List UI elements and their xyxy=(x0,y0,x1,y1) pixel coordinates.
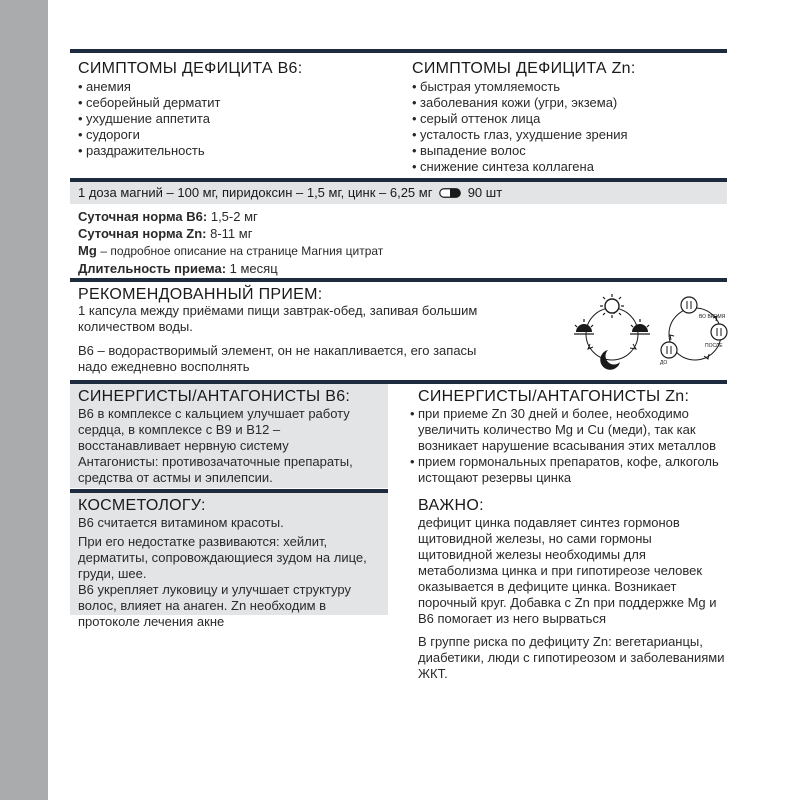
section-rule-top xyxy=(70,49,727,53)
duration-value: 1 месяц xyxy=(229,261,278,276)
cosmetology-text xyxy=(78,515,383,636)
dose-line xyxy=(78,185,502,202)
symptoms-b6-title: СИМПТОМЫ ДЕФИЦИТА B6: xyxy=(78,60,303,77)
synergy-zn-list xyxy=(410,406,730,486)
list-item: • прием гормональных препаратов, кофе, алкоголь истощают резервы цинка xyxy=(410,454,730,486)
list-item: • выпадение волос xyxy=(412,143,628,159)
list-item: • быстрая утомляемость xyxy=(412,79,628,95)
important-title: ВАЖНО: xyxy=(418,497,484,514)
important-p1: дефицит цинка подавляет синтез гормонов щитовидной железы, но сами гормоны щитовидной железы необходимы для метаболизма цинка и при гипотиреозе человек оказывается в дефиците цинка. Возникает порочный круг. Добавка с Zn при поддержке Mg и B6 помогает из него вырваться xyxy=(418,515,717,626)
list-item: • ухудшение аппетита xyxy=(78,111,220,127)
list-item: • усталость глаз, ухудшение зрения xyxy=(412,127,628,143)
list-item: • снижение синтеза коллагена xyxy=(412,159,628,175)
norm-mg-row xyxy=(78,242,383,260)
recommended-p2: B6 – водорастворимый элемент, он не накапливается, его запасы надо ежедневно восполнять xyxy=(78,343,477,374)
recommended-p1: 1 капсула между приёмами пищи завтрак-обед, запивая большим количеством воды. xyxy=(78,303,478,334)
list-item: • судороги xyxy=(78,127,220,143)
meal-label-before: ДО xyxy=(660,360,668,366)
important-text xyxy=(418,515,728,688)
synergy-b6-text xyxy=(78,406,383,492)
cosmetology-p3: B6 укрепляет луковицу и улучшает структуру волос, влияет на анаген. Zn необходим в протоколе лечения акне xyxy=(78,582,351,629)
list-item: • раздражительность xyxy=(78,143,220,159)
norm-b6-row xyxy=(78,208,383,225)
meal-timing-icon xyxy=(655,292,735,374)
norm-mg-value: – подробное описание на странице Магния цитрат xyxy=(100,244,384,258)
synergy-b6-p1: B6 в комплексе с кальцием улучшает работу сердца, в комплексе с B9 и B12 – восстанавливает нервную систему xyxy=(78,406,350,453)
list-item: • себорейный дерматит xyxy=(78,95,220,111)
list-item: • анемия xyxy=(78,79,220,95)
duration-label: Длительность приема: xyxy=(78,261,227,276)
norm-mg-label: Mg xyxy=(78,243,97,258)
norm-zn-label: Суточная норма Zn: xyxy=(78,226,207,241)
symptoms-zn-list xyxy=(412,79,628,175)
norm-zn-value: 8-11 мг xyxy=(210,226,253,241)
meal-label-during: ВО ВРЕМЯ xyxy=(699,314,726,320)
norm-b6-value: 1,5-2 мг xyxy=(210,209,258,224)
recommended-text xyxy=(78,303,498,381)
norm-zn-row xyxy=(78,225,383,242)
cosmetology-title: КОСМЕТОЛОГУ: xyxy=(78,497,206,514)
symptoms-b6-list xyxy=(78,79,220,159)
norms-block xyxy=(78,208,383,277)
cosmetology-p2: При его недостатке развиваются: хейлит, дерматиты, сопровождающиеся зудом на лице, груди, шее. xyxy=(78,534,367,581)
meal-label-after: ПОСЛЕ xyxy=(705,343,723,349)
duration-row xyxy=(78,260,383,277)
synergy-b6-title: СИНЕРГИСТЫ/АНТАГОНИСТЫ B6: xyxy=(78,388,351,405)
capsule-icon xyxy=(439,186,461,202)
norm-b6-label: Суточная норма B6: xyxy=(78,209,208,224)
synergy-b6-p2: Антагонисты: противозачаточные препараты, средства от астмы и эпилепсии. xyxy=(78,454,353,485)
important-p2: В группе риска по дефициту Zn: вегетарианцы, диабетики, люди с гипотиреозом и заболеваниями ЖКТ. xyxy=(418,634,725,681)
list-item: • серый оттенок лица xyxy=(412,111,628,127)
cosmetology-p1: B6 считается витамином красоты. xyxy=(78,515,284,530)
list-item: • заболевания кожи (угри, экзема) xyxy=(412,95,628,111)
dose-text: 1 доза магний – 100 мг, пиридоксин – 1,5 мг, цинк – 6,25 мг xyxy=(78,185,433,200)
recommended-rule xyxy=(70,278,727,282)
synergy-zn-title: СИНЕРГИСТЫ/АНТАГОНИСТЫ Zn: xyxy=(418,388,690,405)
dose-count: 90 шт xyxy=(467,185,503,200)
symptoms-zn-title: СИМПТОМЫ ДЕФИЦИТА Zn: xyxy=(412,60,636,77)
list-item: • при приеме Zn 30 дней и более, необходимо увеличить количество Mg и Cu (меди), так как возникает нарушение всасывания этих металлов xyxy=(410,406,730,454)
side-stripe xyxy=(0,0,48,800)
day-cycle-icon xyxy=(572,292,652,374)
recommended-title: РЕКОМЕНДОВАННЫЙ ПРИЕМ: xyxy=(78,286,323,303)
